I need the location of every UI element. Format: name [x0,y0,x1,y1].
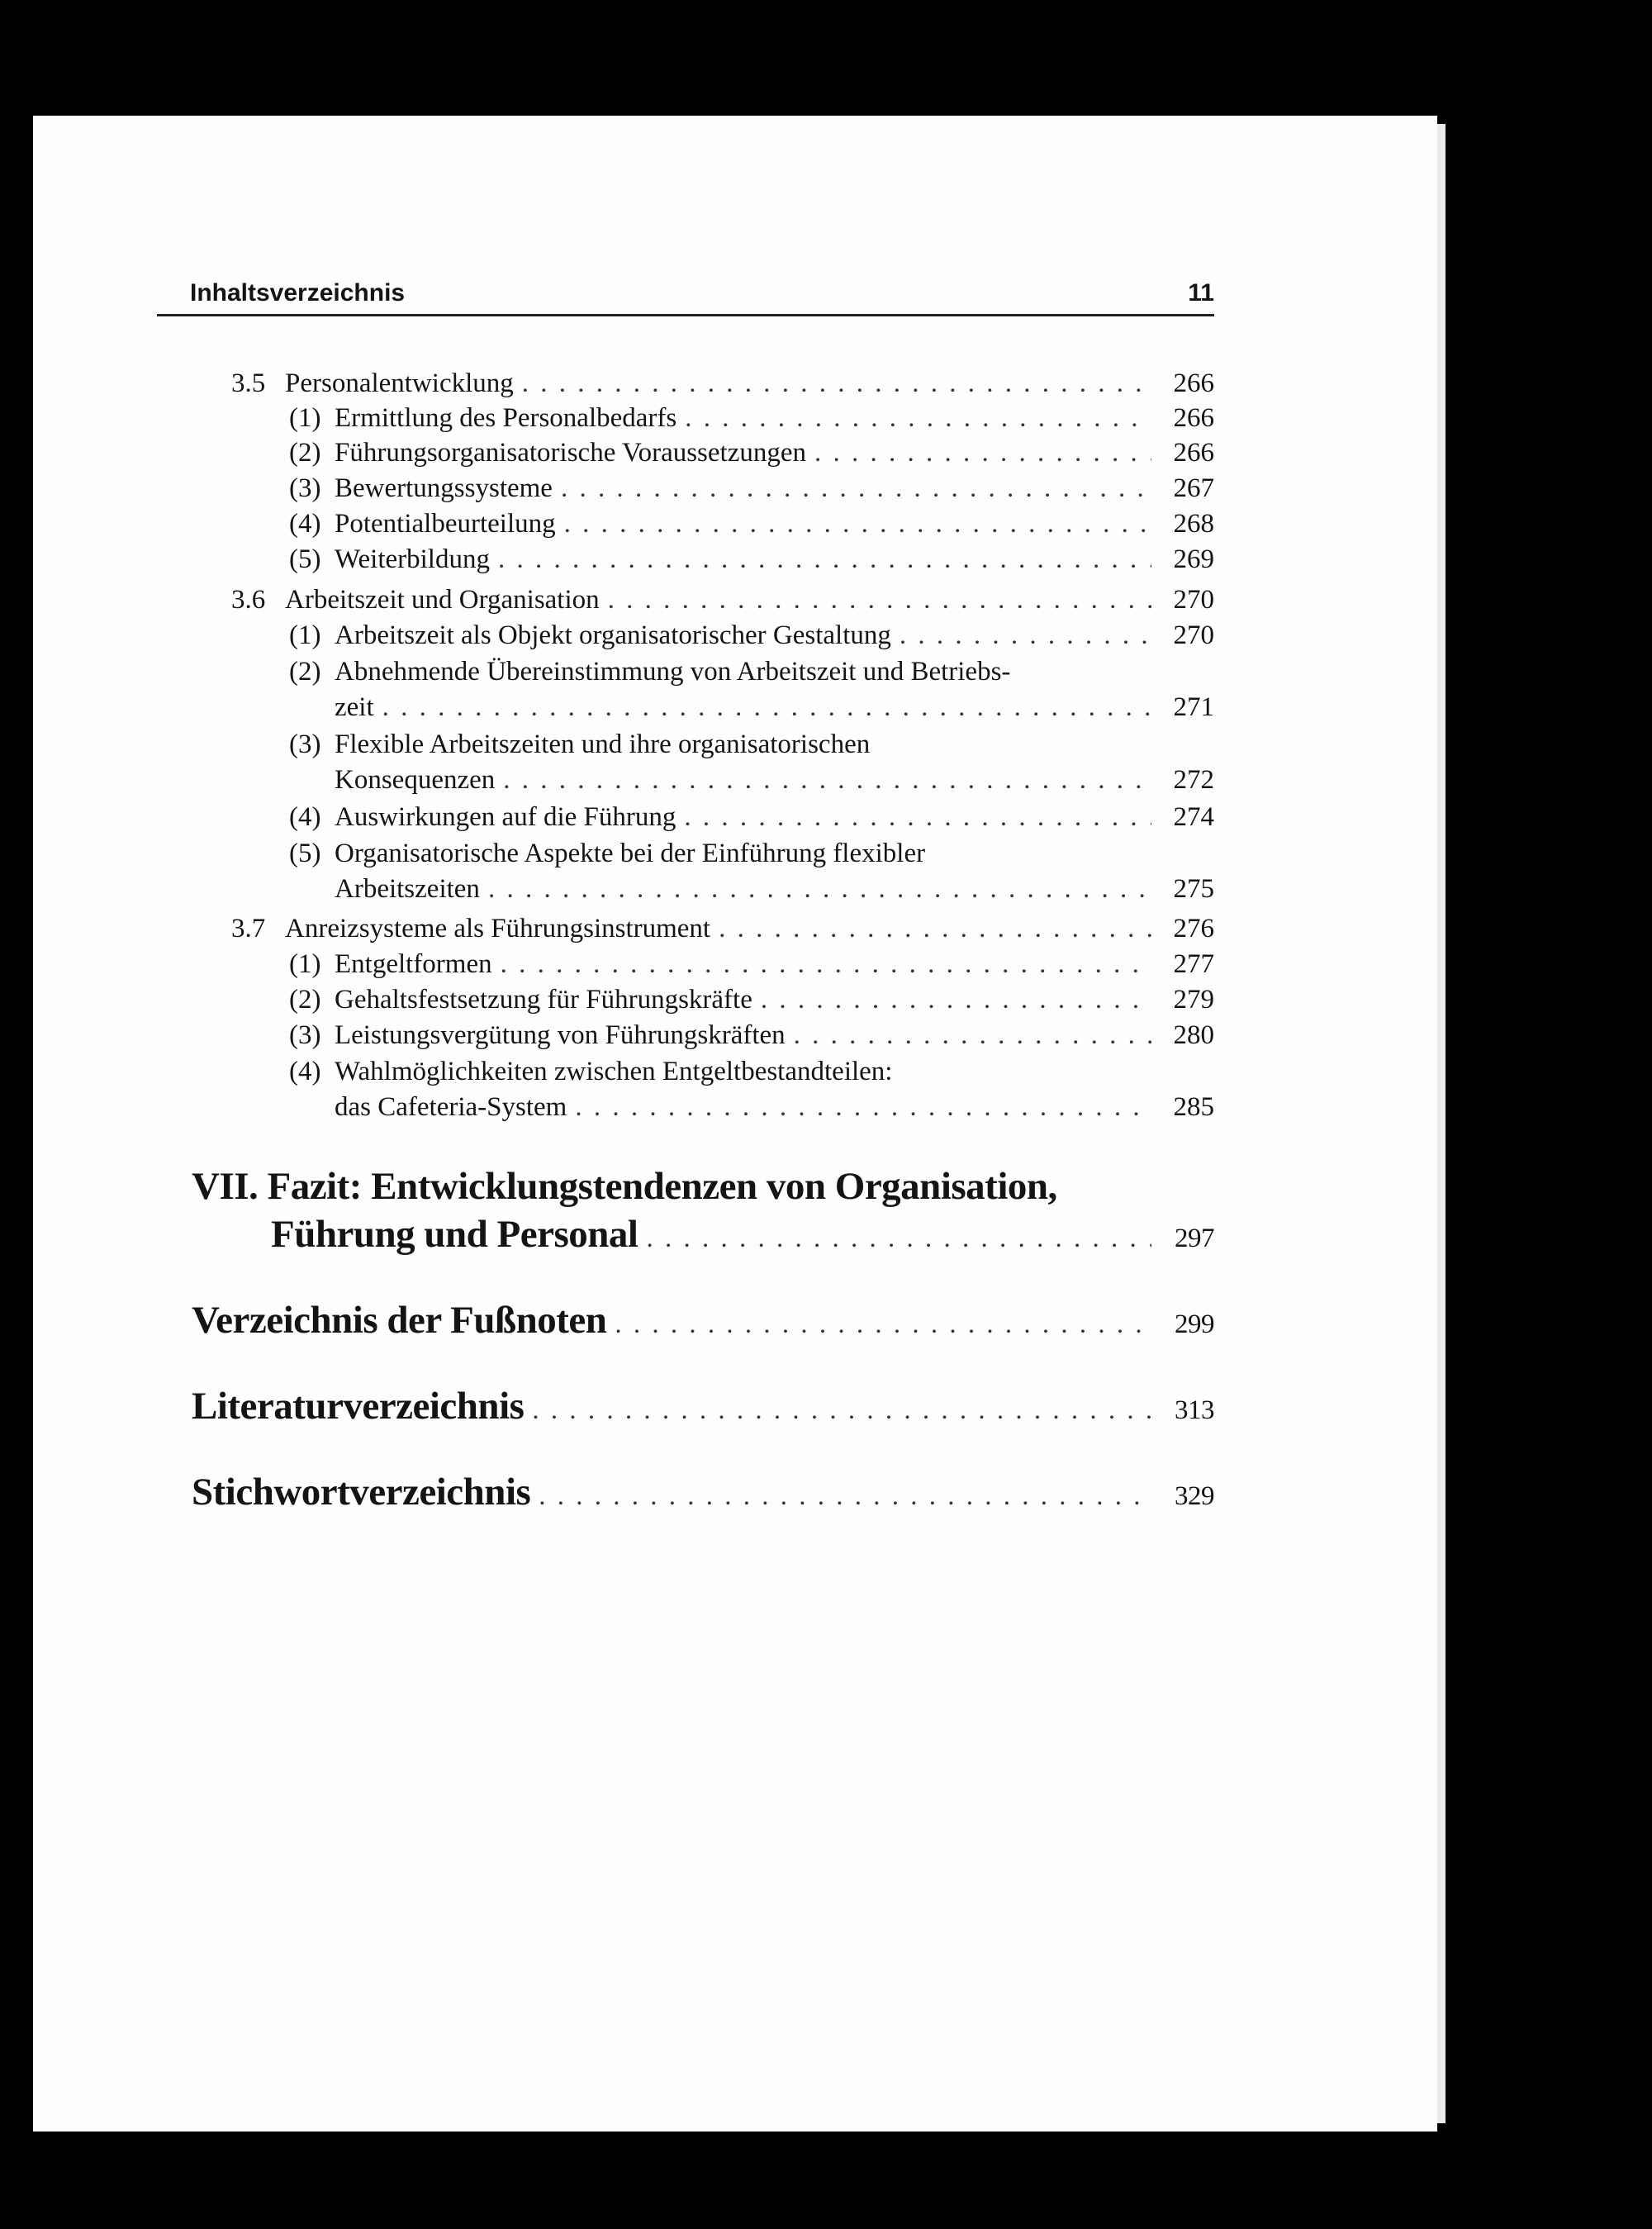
chapter-heading-first-line: VII. Fazit: Entwicklungstendenzen von Organisation, [192,1165,1057,1208]
toc-entry-first-line [289,654,1010,689]
chapter-entry [192,1297,1214,1347]
chapter-page: 297 [1175,1224,1214,1253]
running-head [157,273,1214,316]
toc-entry [289,947,1214,981]
toc-entry-title: Arbeitszeit und Organisation [285,585,600,615]
toc-entry-continuation [335,763,1214,797]
toc-entry-title: Personalentwicklung [285,368,514,398]
toc-entry-title: Gehaltsfestsetzung für Führungskräfte [335,985,752,1015]
toc-entry [231,582,1214,617]
toc-entry-title: Potentialbeurteilung [335,509,556,539]
dot-leader [522,366,1151,401]
toc-entry-number: (3) [289,1020,321,1050]
toc-entry-title: Weiterbildung [335,544,490,574]
toc-entry-first-line [289,836,925,871]
dot-leader [501,947,1151,981]
dot-leader [814,435,1151,470]
dot-leader [684,800,1151,834]
toc-entry-title: Abnehmende Übereinstimmung von Arbeitszeit und Betriebs- [335,657,1011,687]
toc-entry-title: Organisatorische Aspekte bei der Einführung flexibler [335,839,926,868]
toc-entry-number: 3.6 [231,585,266,615]
dot-leader [539,1473,1151,1519]
toc-entry-number: 3.7 [231,914,266,943]
toc-entry-number: (2) [289,985,321,1015]
toc-entry [289,401,1214,435]
toc-entry-page: 279 [1173,985,1214,1015]
toc-entry [289,471,1214,506]
dot-leader [900,618,1151,653]
toc-entry-page: 270 [1173,620,1214,650]
toc-entry-title: Leistungsvergütung von Führungskräften [335,1020,786,1050]
dot-leader [532,1387,1151,1433]
page-edge [1437,124,1446,2123]
toc-entry [231,366,1214,401]
toc-entry [289,506,1214,541]
chapter-entry [192,1469,1214,1519]
chapter-title: Stichwortverzeichnis [192,1471,531,1514]
chapter-page: 313 [1175,1395,1214,1425]
dot-leader [794,1018,1151,1053]
toc-entry-number: (1) [289,949,321,979]
dot-leader [503,763,1151,797]
toc-entry-page: 271 [1173,692,1214,722]
chapter-page: 329 [1175,1481,1214,1511]
chapter-entry [192,1383,1214,1433]
toc-entry-page: 266 [1173,403,1214,433]
toc-entry-page: 280 [1173,1020,1214,1050]
toc-entry-title: Ermittlung des Personalbedarfs [335,403,677,433]
toc-entry-title-continued: das Cafeteria-System [335,1092,567,1122]
toc-entry [289,1018,1214,1053]
chapter-page: 299 [1175,1309,1214,1339]
toc-entry-title: Wahlmöglichkeiten zwischen Entgeltbestandteilen: [335,1057,893,1086]
toc-entry-title-continued: Konsequenzen [335,765,496,795]
dot-leader [646,1215,1151,1262]
toc-entry-number: (1) [289,403,321,433]
dot-leader [564,506,1151,541]
toc-entry-page: 285 [1173,1092,1214,1122]
toc-entry-page: 267 [1173,473,1214,503]
dot-leader [615,1301,1151,1347]
dot-leader [498,542,1151,577]
toc-entry [289,800,1214,834]
toc-entry-title: Führungsorganisatorische Voraussetzungen [335,438,807,468]
chapter-title: Verzeichnis der Fußnoten [192,1299,607,1342]
toc-entry-continuation [335,872,1214,906]
toc-entry-continuation [335,1090,1214,1124]
chapter-title: Literaturverzeichnis [192,1385,525,1428]
toc-entry-page: 274 [1173,802,1214,832]
chapter-entry [271,1211,1214,1262]
dot-leader [575,1090,1151,1124]
toc-entry-page: 266 [1173,368,1214,398]
toc-entry-first-line [289,1054,892,1089]
toc-entry-title: Arbeitszeit als Objekt organisatorischer Gestaltung [335,620,891,650]
dot-leader [382,690,1151,725]
toc-entry-number: (5) [289,544,321,574]
running-head-page-number: 11 [1188,279,1214,307]
toc-entry-title: Anreizsysteme als Führungsinstrument [285,914,711,943]
toc-entry [289,982,1214,1017]
toc-entry-page: 269 [1173,544,1214,574]
toc-entry-title-continued: zeit [335,692,374,722]
dot-leader [608,582,1151,617]
toc-entry-number: (3) [289,730,321,759]
dot-leader [761,982,1151,1017]
dot-leader [685,401,1151,435]
toc-entry-first-line [289,727,870,762]
toc-entry-number: (4) [289,802,321,832]
dot-leader [488,872,1151,906]
toc-entry-page: 276 [1173,914,1214,943]
toc-entry [289,542,1214,577]
toc-entry-page: 272 [1173,765,1214,795]
dot-leader [719,911,1151,946]
toc-entry-number: (4) [289,1057,321,1086]
toc-entry-page: 266 [1173,438,1214,468]
toc-entry [231,911,1214,946]
toc-entry-number: (2) [289,657,321,687]
toc-entry-title: Bewertungssysteme [335,473,553,503]
dot-leader [561,471,1151,506]
toc-entry-number: (1) [289,620,321,650]
toc-entry-number: 3.5 [231,368,266,398]
toc-entry-number: (2) [289,438,321,468]
toc-entry-page: 268 [1173,509,1214,539]
chapter-title-continued: Führung und Personal [271,1213,638,1256]
toc-entry [289,618,1214,653]
toc-entry-number: (4) [289,509,321,539]
toc-entry-continuation [335,690,1214,725]
toc-entry-number: (3) [289,473,321,503]
toc-entry-page: 275 [1173,874,1214,904]
running-head-title: Inhaltsverzeichnis [190,279,406,307]
toc-entry [289,435,1214,470]
toc-entry-page: 277 [1173,949,1214,979]
toc-entry-title: Flexible Arbeitszeiten und ihre organisatorischen [335,730,871,759]
toc-entry-title: Entgeltformen [335,949,492,979]
toc-entry-page: 270 [1173,585,1214,615]
toc-entry-number: (5) [289,839,321,868]
toc-entry-title-continued: Arbeitszeiten [335,874,480,904]
toc-entry-title: Auswirkungen auf die Führung [335,802,676,832]
